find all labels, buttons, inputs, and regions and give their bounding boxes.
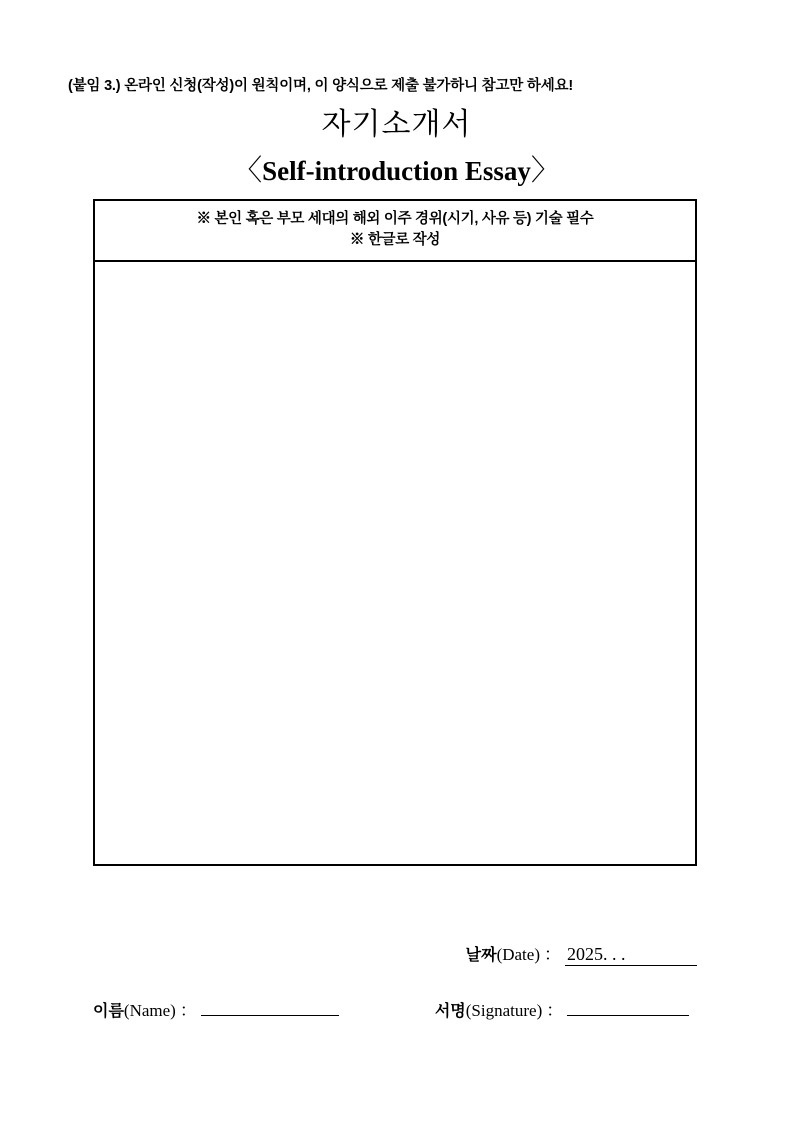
essay-box [93, 199, 697, 866]
essay-instruction-line-1: ※ 본인 혹은 부모 세대의 해외 이주 경위(시기, 사유 등) 기술 필수 [196, 211, 594, 227]
date-label-english: (Date) [496, 945, 540, 964]
date-label-korean: 날짜 [465, 947, 497, 964]
date-input[interactable]: 2025. . . [565, 944, 697, 966]
signature-colon: ： [546, 1001, 564, 1020]
signature-row [93, 996, 713, 1021]
title-open-paren: 〈 [233, 155, 263, 187]
name-field-group [93, 996, 339, 1021]
page-title-korean: 자기소개서 [321, 108, 472, 141]
essay-instructions [95, 201, 695, 262]
signature-label-korean: 서명 [434, 1003, 466, 1020]
attachment-note: (붙임 3.) 온라인 신청(작성)이 원칙이며, 이 양식으로 제출 불가하니 참고만 하세요! [68, 78, 573, 94]
essay-text-area[interactable] [95, 262, 695, 859]
title-close-paren: 〉 [530, 155, 560, 187]
name-label-english: (Name) [123, 1001, 176, 1020]
signature-input[interactable] [567, 1000, 689, 1016]
signature-field-group [435, 996, 689, 1021]
date-field-row [93, 940, 697, 966]
signature-label-english: (Signature) [465, 1001, 543, 1020]
title-english-text: Self-introduction Essay [262, 156, 531, 186]
date-colon: ： [544, 945, 561, 964]
name-input[interactable] [201, 1000, 339, 1016]
name-colon: ： [179, 1001, 197, 1020]
essay-instruction-line-2: ※ 한글로 작성 [349, 232, 441, 249]
page-title-english [0, 148, 793, 189]
name-label-korean: 이름 [93, 1003, 124, 1020]
